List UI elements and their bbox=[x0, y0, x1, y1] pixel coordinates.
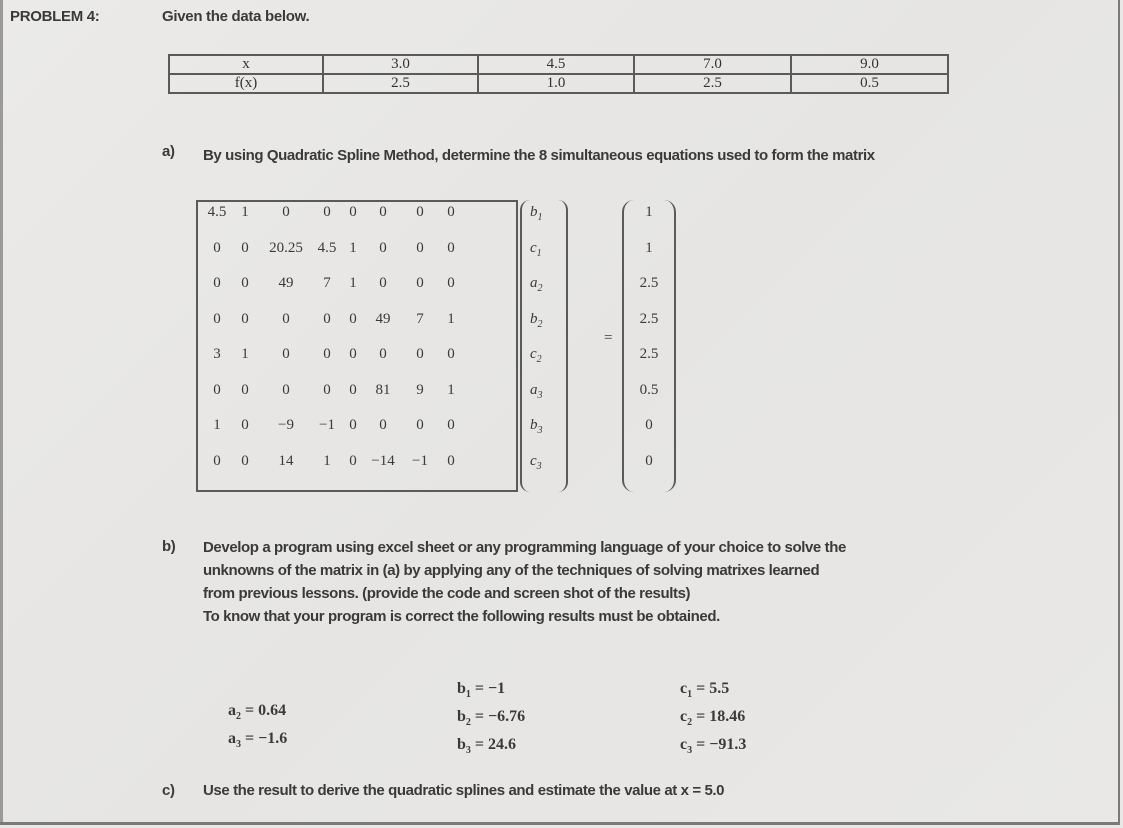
matrix-cell: 0 bbox=[447, 239, 455, 256]
table-cell: 7.0 bbox=[634, 55, 791, 74]
table-row-fx bbox=[169, 74, 948, 93]
matrix-cell: 7 bbox=[416, 310, 424, 327]
rhs-value: 2.5 bbox=[639, 346, 659, 362]
table-header-x: x bbox=[169, 55, 323, 74]
matrix-cell: 0 bbox=[323, 346, 331, 362]
table-cell: 3.0 bbox=[323, 55, 478, 74]
unknown-variable: $a_2$ bbox=[530, 275, 543, 294]
matrix-cell: 1 bbox=[447, 310, 455, 327]
matrix-cell: 1 bbox=[349, 275, 357, 291]
matrix-row bbox=[198, 346, 516, 366]
matrix-cell: 0 bbox=[447, 275, 455, 291]
matrix-cell: 0 bbox=[349, 204, 357, 220]
matrix-cell: 0 bbox=[282, 381, 290, 398]
result-value: $c_1 = 5.5$ bbox=[680, 680, 730, 701]
matrix-row bbox=[198, 311, 516, 331]
matrix-cell: 0 bbox=[447, 346, 455, 362]
matrix-row bbox=[198, 275, 516, 295]
matrix-cell: 9 bbox=[416, 381, 424, 398]
part-b-line: Develop a program using excel sheet or any programming language of your choice to solve the bbox=[203, 539, 846, 556]
result-value: $c_3 = -91.3$ bbox=[680, 736, 747, 757]
matrix-cell: 0 bbox=[349, 310, 357, 327]
matrix-cell: 0 bbox=[213, 239, 221, 256]
part-c-text: Use the result to derive the quadratic splines and estimate the value at x = 5.0 bbox=[203, 782, 725, 799]
table-cell: 0.5 bbox=[791, 74, 948, 93]
matrix-cell: 1 bbox=[323, 452, 331, 469]
matrix-cell: 0 bbox=[416, 417, 424, 433]
matrix-cell: 0 bbox=[379, 239, 387, 256]
part-b-line: unknowns of the matrix in (a) by applying any of the techniques of solving matrixes learned bbox=[203, 562, 820, 579]
matrix-cell: 0 bbox=[323, 381, 331, 398]
matrix-cell: 0 bbox=[241, 417, 249, 433]
unknowns-vector bbox=[520, 200, 568, 492]
matrix-cell: 7 bbox=[323, 275, 331, 291]
matrix-row bbox=[198, 204, 516, 224]
matrix-cell: 0 bbox=[379, 275, 387, 291]
table-cell: 2.5 bbox=[323, 74, 478, 93]
matrix-cell: 0 bbox=[241, 239, 249, 256]
part-c-label: c) bbox=[162, 782, 175, 799]
matrix-cell: 0 bbox=[323, 310, 331, 327]
part-b-line: To know that your program is correct the following results must be obtained. bbox=[203, 608, 720, 625]
result-value: $b_1 = -1$ bbox=[457, 680, 506, 701]
matrix-cell: 0 bbox=[416, 346, 424, 362]
problem-label: PROBLEM 4: bbox=[10, 8, 100, 25]
table-header-fx: f(x) bbox=[169, 74, 323, 93]
matrix-cell: 81 bbox=[375, 381, 391, 398]
matrix-cell: 0 bbox=[213, 452, 221, 469]
problem-intro: Given the data below. bbox=[162, 8, 310, 25]
matrix-cell: −9 bbox=[278, 417, 294, 433]
matrix-cell: 0 bbox=[416, 239, 424, 256]
coefficient-matrix bbox=[196, 200, 518, 492]
result-value: $b_2 = -6.76$ bbox=[457, 708, 526, 729]
data-table bbox=[168, 54, 949, 94]
matrix-cell: 0 bbox=[447, 452, 455, 469]
table-cell: 4.5 bbox=[478, 55, 634, 74]
matrix-row bbox=[198, 417, 516, 437]
matrix-cell: 14 bbox=[278, 452, 294, 469]
matrix-cell: 0 bbox=[416, 204, 424, 220]
matrix-cell: 1 bbox=[213, 417, 221, 433]
matrix-cell: 1 bbox=[241, 204, 249, 220]
table-cell: 9.0 bbox=[791, 55, 948, 74]
matrix-cell: 0 bbox=[241, 452, 249, 469]
matrix-cell: −14 bbox=[371, 452, 395, 469]
result-value: $c_2 = 18.46$ bbox=[680, 708, 746, 729]
matrix-cell: 0 bbox=[213, 381, 221, 398]
matrix-cell: 0 bbox=[349, 346, 357, 362]
rhs-value: 0 bbox=[645, 452, 653, 469]
matrix-cell: 0 bbox=[323, 204, 331, 220]
result-value: $a_3 = -1.6$ bbox=[228, 730, 288, 751]
matrix-equation bbox=[196, 200, 756, 492]
part-b-label: b) bbox=[162, 538, 176, 555]
rhs-value: 0 bbox=[645, 417, 653, 433]
rhs-vector bbox=[622, 200, 676, 492]
matrix-cell: 0 bbox=[447, 417, 455, 433]
equals-sign: = bbox=[604, 330, 613, 346]
matrix-cell: 0 bbox=[241, 310, 249, 327]
part-a-label: a) bbox=[162, 143, 175, 160]
rhs-value: 0.5 bbox=[639, 381, 659, 398]
matrix-cell: 1 bbox=[349, 239, 357, 256]
unknown-variable: $a_3$ bbox=[530, 381, 543, 401]
matrix-cell: 1 bbox=[241, 346, 249, 362]
unknown-variable: $c_2$ bbox=[530, 346, 542, 365]
matrix-cell: 3 bbox=[213, 346, 221, 362]
results-a-column bbox=[228, 700, 287, 756]
part-a-text: By using Quadratic Spline Method, determine the 8 simultaneous equations used to form the matrix bbox=[203, 147, 875, 164]
matrix-cell: 0 bbox=[349, 452, 357, 469]
matrix-cell: 0 bbox=[349, 381, 357, 398]
table-cell: 1.0 bbox=[478, 74, 634, 93]
unknown-variable: $c_3$ bbox=[530, 452, 542, 472]
matrix-cell: 1 bbox=[447, 381, 455, 398]
matrix-cell: −1 bbox=[319, 417, 335, 433]
matrix-row bbox=[198, 240, 516, 260]
rhs-value: 1 bbox=[645, 204, 653, 220]
matrix-cell: 0 bbox=[282, 310, 290, 327]
rhs-value: 2.5 bbox=[639, 275, 659, 291]
matrix-cell: 0 bbox=[416, 275, 424, 291]
results-b-column bbox=[457, 678, 525, 763]
rhs-value: 1 bbox=[645, 239, 653, 256]
unknown-variable: $b_3$ bbox=[530, 417, 543, 436]
matrix-cell: −1 bbox=[412, 452, 428, 469]
results-c-column bbox=[680, 678, 746, 763]
matrix-cell: 0 bbox=[213, 310, 221, 327]
part-b-text bbox=[203, 536, 1103, 628]
matrix-cell: 0 bbox=[241, 275, 249, 291]
matrix-row bbox=[198, 382, 516, 402]
matrix-cell: 0 bbox=[241, 381, 249, 398]
matrix-cell: 0 bbox=[349, 417, 357, 433]
matrix-cell: 49 bbox=[375, 310, 391, 327]
matrix-cell: 0 bbox=[213, 275, 221, 291]
matrix-cell: 20.25 bbox=[269, 239, 303, 256]
matrix-cell: 4.5 bbox=[317, 239, 337, 256]
result-value: $a_2 = 0.64$ bbox=[228, 702, 287, 723]
unknown-variable: $b_1$ bbox=[530, 204, 543, 223]
matrix-row bbox=[198, 453, 516, 473]
matrix-cell: 0 bbox=[379, 417, 387, 433]
unknown-variable: $b_2$ bbox=[530, 310, 543, 330]
rhs-value: 2.5 bbox=[639, 310, 659, 327]
matrix-cell: 0 bbox=[282, 346, 290, 362]
matrix-cell: 0 bbox=[379, 204, 387, 220]
result-value: $b_3 = 24.6$ bbox=[457, 736, 517, 757]
unknown-variable: $c_1$ bbox=[530, 239, 542, 259]
table-cell: 2.5 bbox=[634, 74, 791, 93]
matrix-cell: 0 bbox=[379, 346, 387, 362]
table-row-x bbox=[169, 55, 948, 74]
matrix-cell: 0 bbox=[447, 204, 455, 220]
matrix-cell: 49 bbox=[278, 275, 294, 291]
matrix-cell: 0 bbox=[282, 204, 290, 220]
part-b-line: from previous lessons. (provide the code and screen shot of the results) bbox=[203, 585, 691, 602]
matrix-cell: 4.5 bbox=[207, 204, 227, 220]
